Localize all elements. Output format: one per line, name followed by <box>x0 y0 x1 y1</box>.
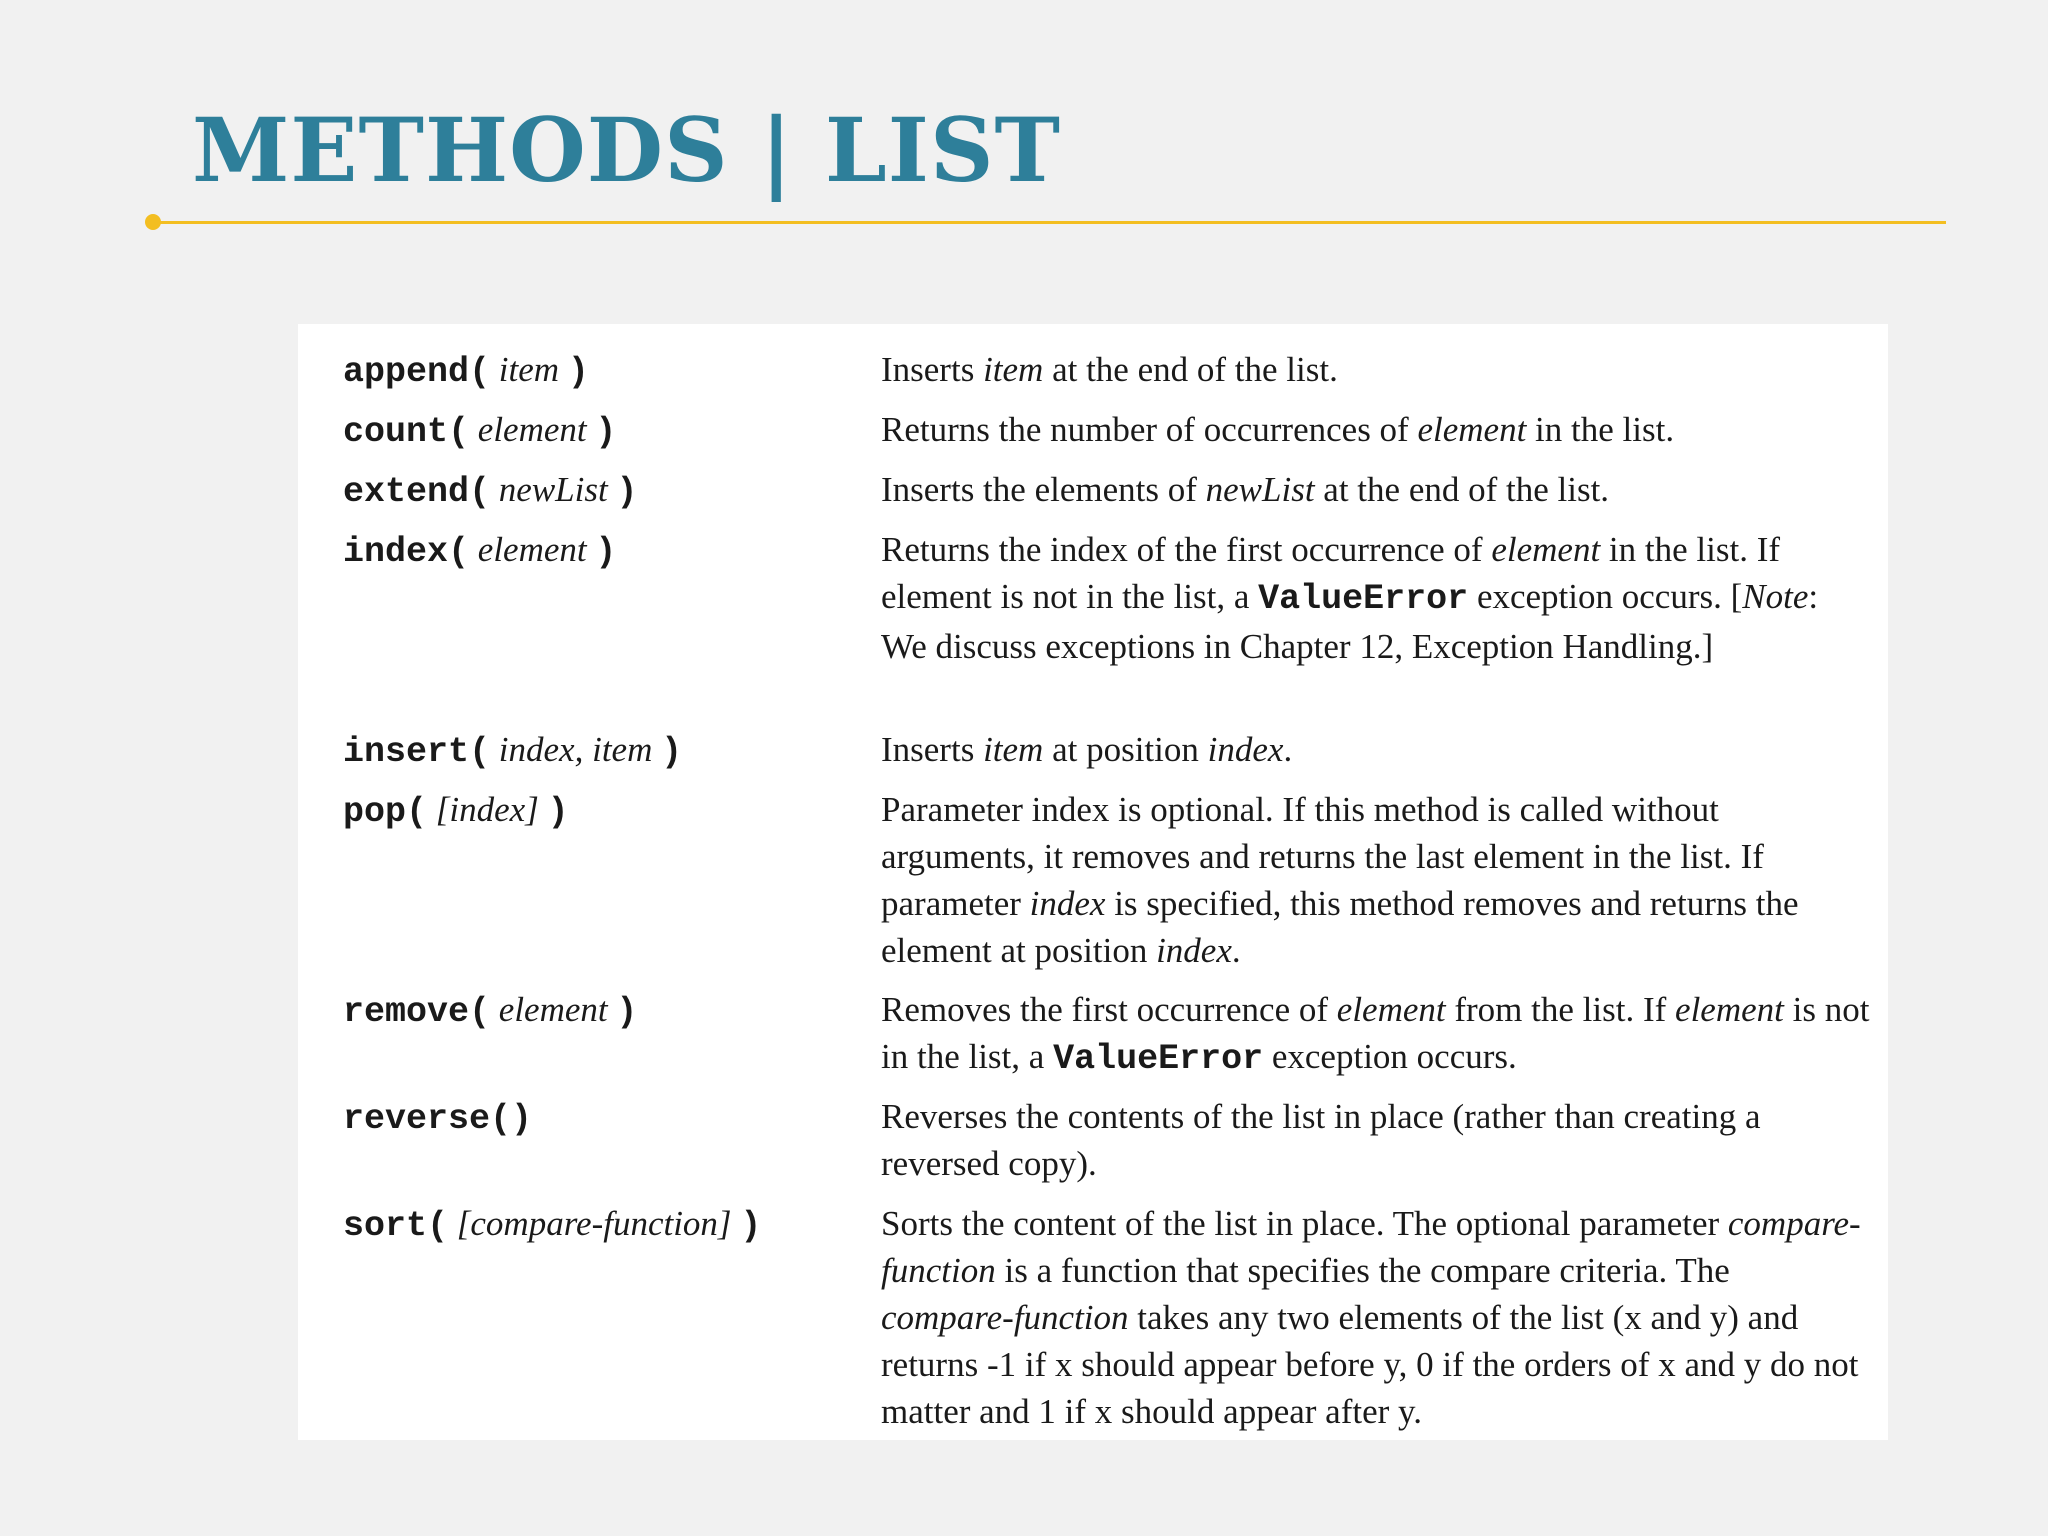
open-paren: ( <box>469 352 491 392</box>
description-text: exception occurs. <box>1263 1037 1517 1076</box>
description-text: item <box>983 730 1044 769</box>
method-params: index, item <box>498 730 653 769</box>
method-name: index <box>343 532 449 572</box>
method-description <box>881 726 1871 773</box>
open-paren: () <box>490 1099 533 1139</box>
close-paren: ) <box>740 1206 762 1246</box>
description-text: : We discuss exceptions in Chapter 12, Exception Handling.] <box>881 577 1819 666</box>
method-description <box>881 1093 1871 1187</box>
method-name: append <box>343 352 470 392</box>
method-signature <box>343 406 616 456</box>
description-text: in the list. If element is not in the list, a <box>881 530 1781 616</box>
close-paren: ) <box>595 532 617 572</box>
method-params: element <box>498 990 608 1029</box>
description-text: Reverses the contents of the list in place (rather than creating a reversed copy). <box>881 1097 1761 1183</box>
method-signature <box>343 526 616 576</box>
method-params: [compare-function] <box>456 1204 732 1243</box>
open-paren: ( <box>448 532 470 572</box>
close-paren: ) <box>547 792 569 832</box>
open-paren: ( <box>406 792 428 832</box>
close-paren: ) <box>567 352 589 392</box>
description-text: is a function that specifies the compare criteria. The <box>995 1251 1730 1290</box>
description-text: index <box>1156 931 1232 970</box>
method-name: count <box>343 412 449 452</box>
description-text: element <box>1336 990 1446 1029</box>
description-text: index <box>1207 730 1284 769</box>
open-paren: ( <box>448 412 470 452</box>
method-name: pop <box>343 792 407 832</box>
description-text: is specified, this method removes and returns the element at position <box>881 884 1799 970</box>
close-paren: ) <box>616 472 638 512</box>
description-text: Inserts <box>881 730 984 769</box>
method-description <box>881 526 1871 670</box>
description-text: element <box>1417 410 1527 449</box>
description-text: ValueError <box>1258 579 1469 619</box>
description-text: Parameter index is optional. If this method is called without arguments, it removes and returns the last element in the list. If parameter <box>881 790 1764 923</box>
open-paren: ( <box>427 1206 449 1246</box>
description-text: element <box>1491 530 1601 569</box>
method-name: reverse <box>343 1099 491 1139</box>
method-params: element <box>477 410 587 449</box>
description-text: Returns the index of the first occurrence of <box>881 530 1492 569</box>
open-paren: ( <box>469 992 491 1032</box>
description-text: item <box>983 350 1044 389</box>
description-text: compare-function <box>881 1298 1129 1337</box>
method-params: newList <box>498 470 608 509</box>
method-name: remove <box>343 992 470 1032</box>
description-text: ValueError <box>1053 1039 1264 1079</box>
description-text: from the list. If <box>1445 990 1676 1029</box>
method-signature <box>343 466 637 516</box>
close-paren: ) <box>661 732 683 772</box>
open-paren: ( <box>469 732 491 772</box>
method-description <box>881 786 1871 974</box>
slide-title: METHODS | LIST <box>192 98 1061 202</box>
method-params: element <box>477 530 587 569</box>
description-text: takes any two elements of the list (x and y) and returns -1 if x should appear before y, 0 if the orders of x and y do not matter and 1 if x should appear after y. <box>881 1298 1859 1431</box>
method-signature <box>343 1200 761 1250</box>
method-description <box>881 466 1871 513</box>
open-paren: ( <box>469 472 491 512</box>
method-signature <box>343 786 569 836</box>
description-text: Inserts <box>881 350 984 389</box>
methods-table <box>298 324 1888 1440</box>
description-text: at position <box>1043 730 1208 769</box>
description-text: Removes the first occurrence of <box>881 990 1337 1029</box>
method-description <box>881 346 1871 393</box>
description-text: is not in the list, a <box>881 990 1870 1076</box>
description-text: at the end of the list. <box>1043 350 1338 389</box>
close-paren: ) <box>595 412 617 452</box>
description-text: compare-function <box>881 1204 1861 1290</box>
description-text: exception occurs. [ <box>1468 577 1743 616</box>
title-underline <box>153 221 1946 224</box>
method-description <box>881 406 1871 453</box>
description-text: Sorts the content of the list in place. The optional parameter <box>881 1204 1728 1243</box>
method-signature <box>343 346 589 396</box>
method-description <box>881 986 1871 1083</box>
description-text: . <box>1283 730 1293 769</box>
description-text: Inserts the elements of <box>881 470 1206 509</box>
description-text: at the end of the list. <box>1314 470 1610 509</box>
method-signature <box>343 986 637 1036</box>
description-text: index <box>1029 884 1106 923</box>
method-signature <box>343 1093 532 1143</box>
method-signature <box>343 726 682 776</box>
method-name: sort <box>343 1206 428 1246</box>
description-text: in the list. <box>1526 410 1675 449</box>
description-text: Note <box>1742 577 1809 616</box>
title-underline-dot <box>145 214 161 230</box>
method-params: item <box>498 350 560 389</box>
close-paren: ) <box>616 992 638 1032</box>
description-text: . <box>1231 931 1241 970</box>
description-text: newList <box>1205 470 1315 509</box>
description-text: element <box>1675 990 1784 1029</box>
method-name: insert <box>343 732 470 772</box>
method-params: [index] <box>435 790 539 829</box>
method-description <box>881 1200 1871 1435</box>
description-text: Returns the number of occurrences of <box>881 410 1418 449</box>
method-name: extend <box>343 472 470 512</box>
